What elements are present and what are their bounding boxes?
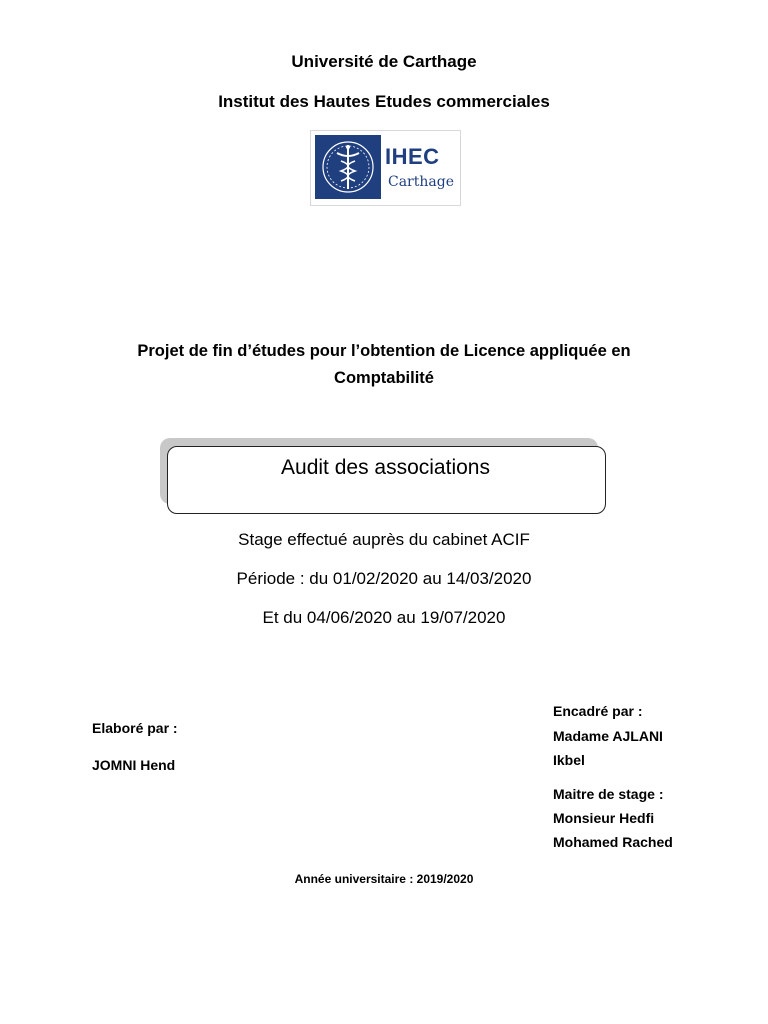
internship-master-label: Maitre de stage : — [553, 786, 664, 802]
supervisor-label: Encadré par : — [553, 703, 643, 719]
caduceus-icon — [315, 135, 381, 199]
ihec-logo — [310, 130, 461, 206]
logo-city-text: Carthage — [388, 174, 454, 190]
internship-period-2: Et du 04/06/2020 au 19/07/2020 — [262, 608, 506, 627]
internship-period-1: Période : du 01/02/2020 au 14/03/2020 — [236, 569, 532, 588]
internship-master-name-line-1: Monsieur Hedfi — [553, 810, 655, 826]
supervisor-block — [553, 699, 663, 773]
supervisor-name-line-1: Madame AJLANI — [553, 727, 663, 744]
internship-master-block — [553, 782, 673, 854]
institute-name: Institut des Hautes Etudes commerciales — [218, 92, 550, 111]
report-title: Audit des associations — [281, 456, 490, 479]
academic-year: Année universitaire : 2019/2020 — [294, 872, 474, 886]
internship-master-name-line-2: Mohamed Rached — [553, 834, 673, 850]
supervisor-name-line-2: Ikbel — [553, 752, 585, 768]
internship-place: Stage effectué auprès du cabinet ACIF — [238, 530, 530, 549]
project-line-1: Projet de fin d’études pour l’obtention de Licence appliquée en — [137, 342, 631, 360]
internship-info — [0, 520, 768, 637]
author-name: JOMNI Hend — [92, 757, 176, 773]
project-line-2: Comptabilité — [334, 369, 434, 387]
logo-brand-text: IHEC — [385, 144, 440, 169]
university-name: Université de Carthage — [291, 52, 477, 71]
project-description — [80, 338, 688, 392]
author-label: Elaboré par : — [92, 720, 178, 736]
